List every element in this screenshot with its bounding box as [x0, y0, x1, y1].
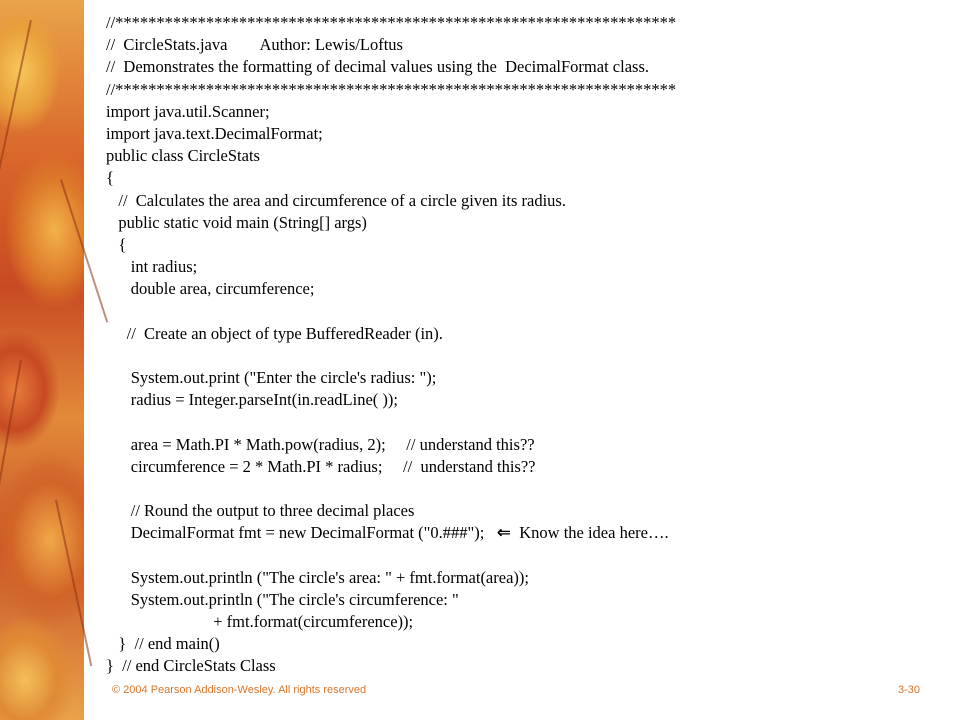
code-line [106, 478, 946, 500]
code-line: public class CircleStats [106, 146, 260, 166]
copyright-text: © 2004 Pearson Addison-Wesley. All rights reserved [112, 684, 367, 696]
code-line: public static void main (String[] args) [106, 212, 367, 232]
code-line: import java.util.Scanner; [106, 101, 270, 121]
code-line: System.out.print ("Enter the circle's radius: "); [106, 368, 437, 387]
code-line: System.out.println ("The circle's circumference: " [106, 589, 459, 609]
code-line: // Create an object of type BufferedReader (in). [106, 323, 443, 343]
code-line: //******************************************************************** [106, 13, 677, 32]
code-line: // Round the output to three decimal places [106, 501, 415, 521]
code-line: circumference = 2 * Math.PI * radius; // understand this?? [106, 456, 536, 476]
code-line: // CircleStats.java Author: Lewis/Loftus [106, 35, 403, 55]
code-line: } // end main() [106, 634, 220, 654]
code-text: DecimalFormat fmt = new DecimalFormat ("0.###"); [106, 523, 485, 543]
code-line: int radius; [106, 257, 198, 277]
slide-number: 3-30 [897, 684, 920, 696]
code-line: { [106, 168, 114, 188]
code-line [106, 545, 946, 567]
code-line [106, 411, 946, 433]
code-line: //******************************************************************** [106, 79, 677, 99]
code-line: area = Math.PI * Math.pow(radius, 2); // understand this?? [106, 434, 535, 454]
code-line: System.out.println ("The circle's area: " + fmt.format(area)); [106, 567, 529, 587]
code-line: radius = Integer.parseInt(in.readLine( )); [106, 390, 398, 410]
code-line: { [106, 234, 127, 254]
code-line [106, 300, 946, 322]
autumn-leaves-decoration [0, 0, 84, 720]
code-line: // Demonstrates the formatting of decimal values using the DecimalFormat class. [106, 57, 649, 77]
code-line: + fmt.format(circumference)); [106, 612, 414, 632]
code-line: import java.text.DecimalFormat; [106, 123, 323, 143]
code-line: // Calculates the area and circumference of a circle given its radius. [106, 190, 566, 210]
code-line: } // end CircleStats Class [106, 656, 276, 676]
leaf-vein [0, 20, 32, 177]
leaf-vein [0, 360, 22, 498]
annotation-text: Know the idea here…. [519, 523, 669, 543]
slide-footer [112, 684, 920, 700]
leaf-vein [60, 179, 108, 322]
code-line: double area, circumference; [106, 279, 315, 299]
left-arrow-icon: ⇐ [496, 523, 511, 544]
code-listing [106, 12, 946, 678]
leaf-vein [55, 500, 92, 667]
decimal-format-line [106, 522, 946, 544]
code-line [106, 345, 946, 367]
